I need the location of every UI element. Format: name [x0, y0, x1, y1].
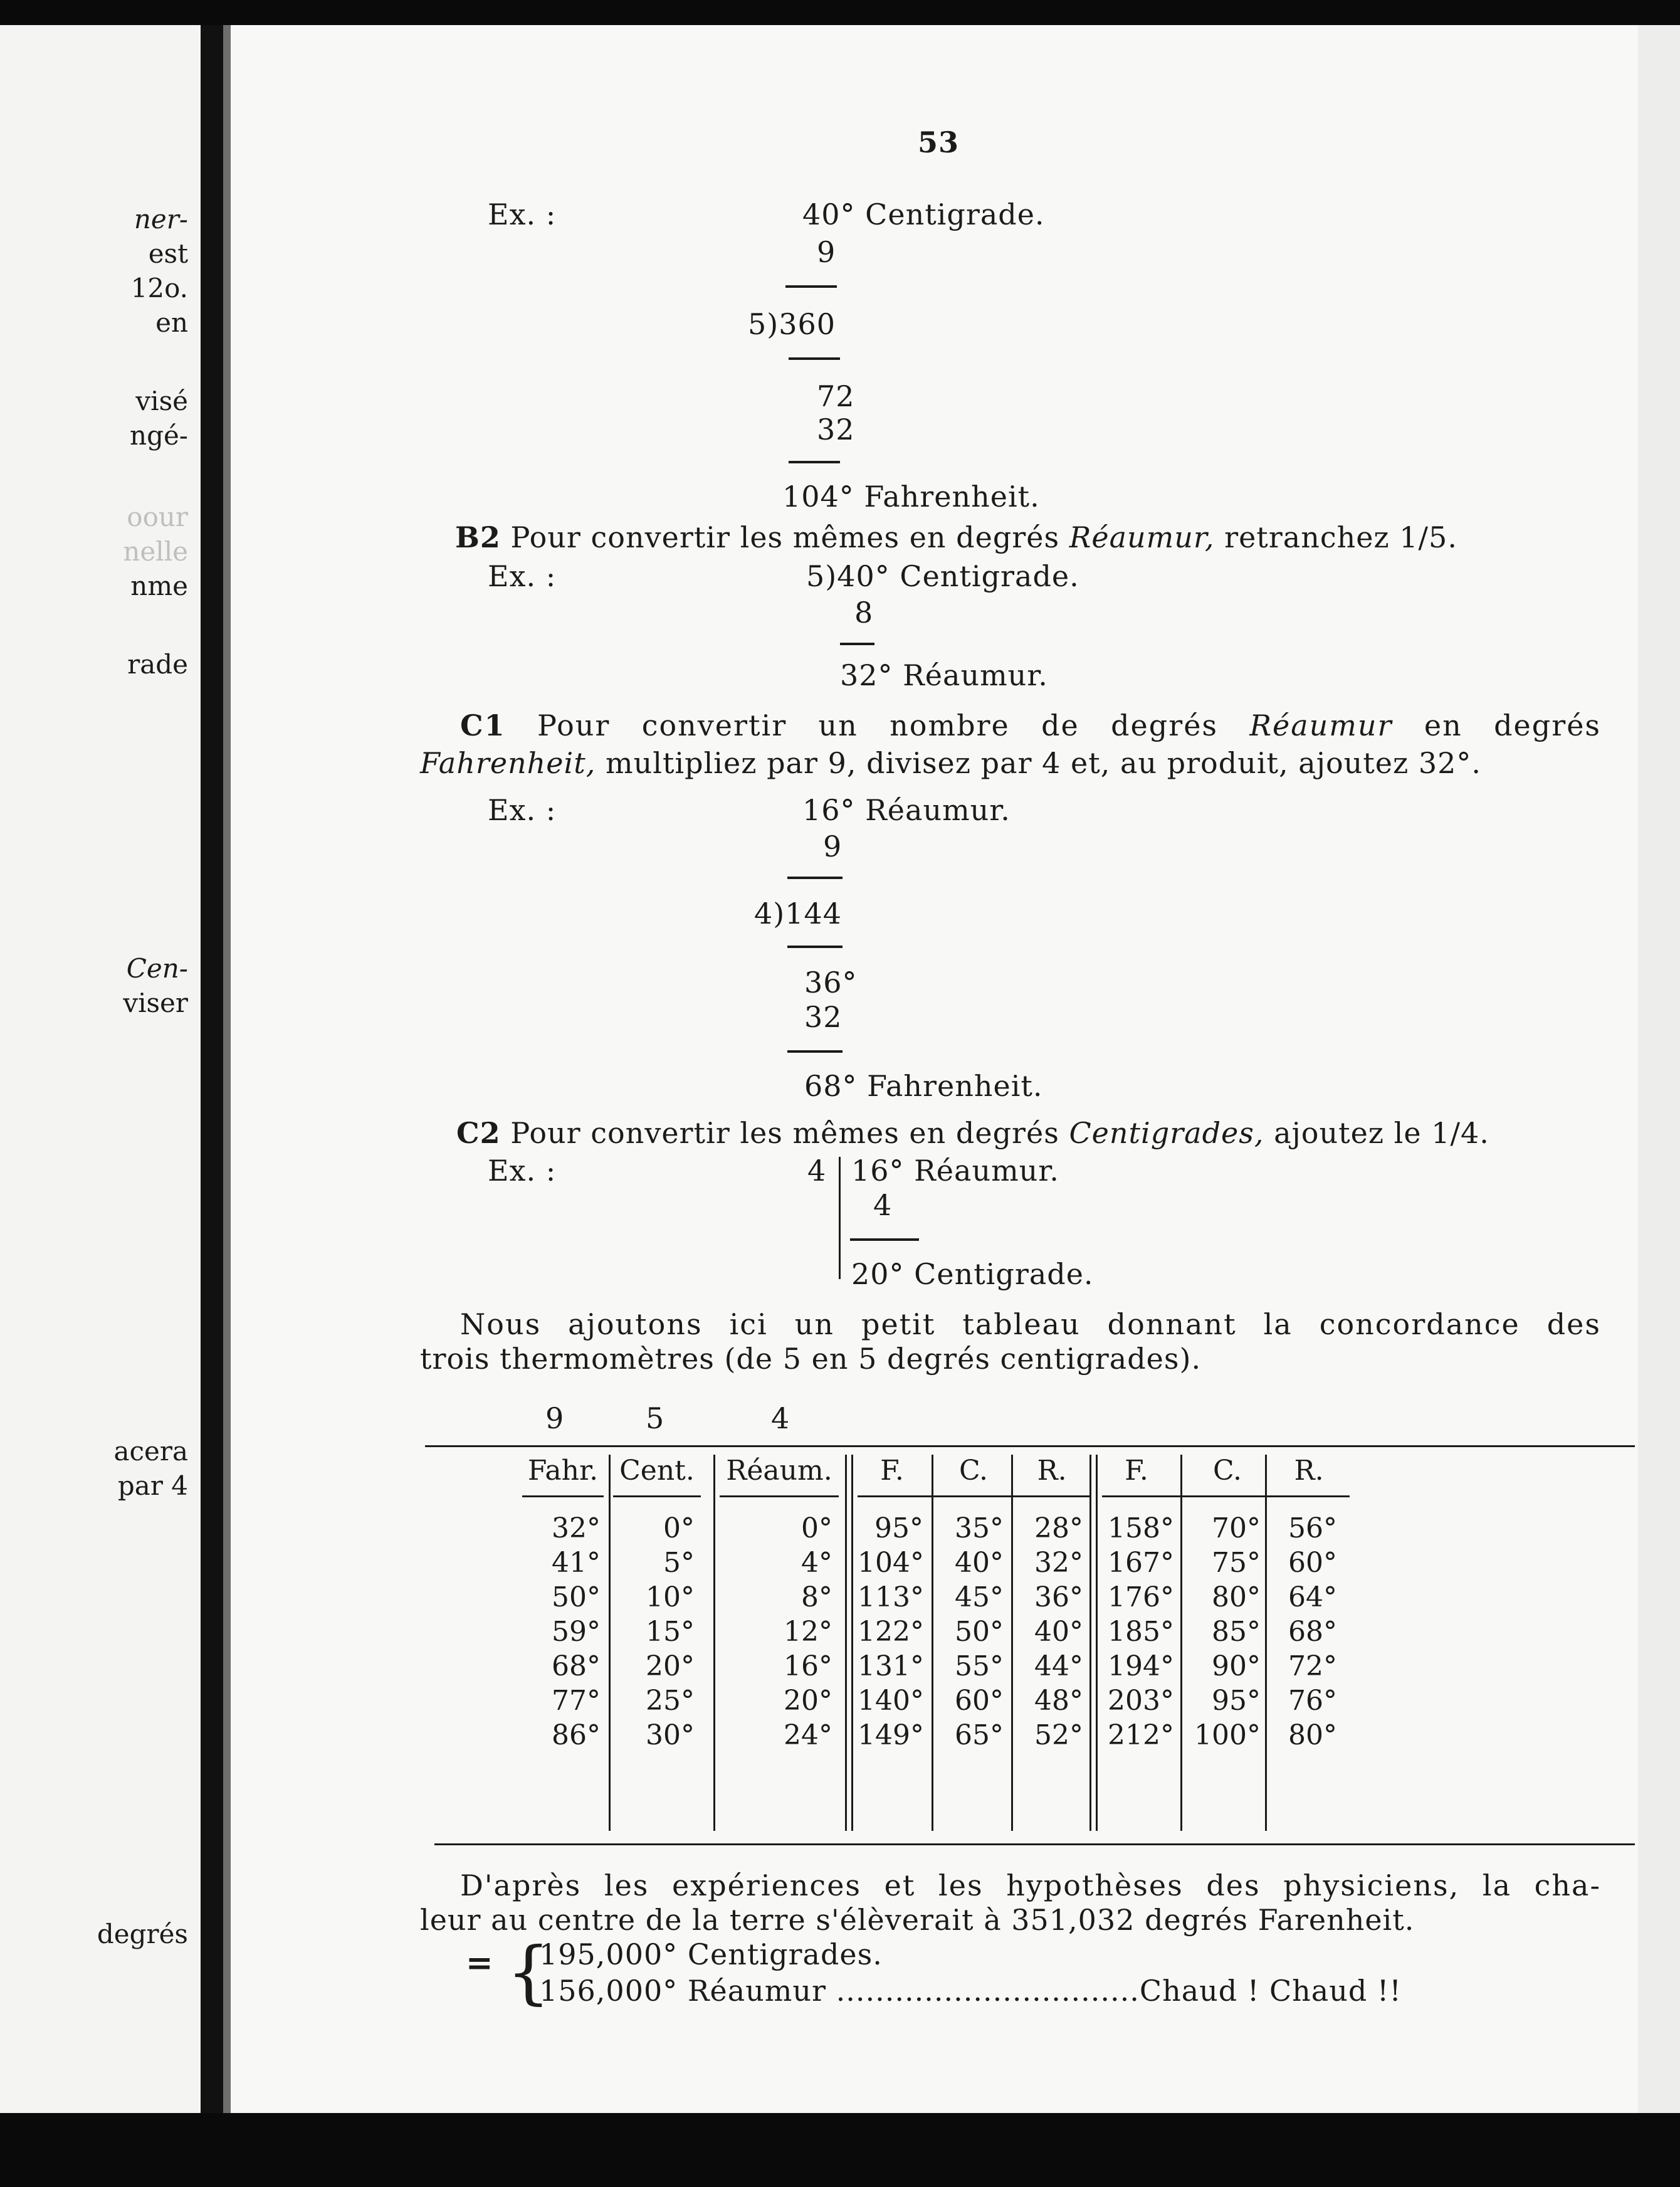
table-cell: 40° [1034, 1616, 1083, 1648]
page-edge [1638, 25, 1680, 2113]
table-cell: 0° [801, 1512, 832, 1544]
table-cell: 28° [1034, 1512, 1083, 1544]
page-number: 53 [918, 125, 960, 159]
example-label: Ex. : [488, 1154, 557, 1188]
table-cell: 68° [552, 1650, 601, 1682]
table-column-c3 [1187, 1511, 1261, 1752]
rule [785, 285, 837, 288]
rule [789, 461, 840, 463]
table-cell: 52° [1034, 1719, 1083, 1751]
table-cell: 140° [858, 1685, 924, 1717]
table-column-r3 [1271, 1511, 1337, 1752]
table-column-cent [619, 1511, 695, 1752]
table-cell: 212° [1108, 1719, 1174, 1751]
closing-line3: 195,000° Centigrades. [539, 1937, 883, 1971]
table-column-c2 [938, 1511, 1004, 1752]
table-column-reaum [732, 1511, 832, 1752]
example-c2-line1: 16° Réaumur. [851, 1154, 1059, 1188]
column-header: R. [1294, 1455, 1324, 1487]
left-fragment: Cen- [126, 953, 188, 984]
closing-line2: leur au centre de la terre s'élèverait à 351,032 degrés Farenheit. [420, 1903, 1415, 1937]
table-cell: 48° [1034, 1685, 1083, 1717]
example-c1-add: 32 [804, 1000, 843, 1034]
table-cell: 5° [663, 1547, 695, 1579]
table-cell: 80° [1212, 1581, 1261, 1613]
table-cell: 59° [552, 1616, 601, 1648]
table-cell: 72° [1288, 1650, 1337, 1682]
table-cell: 44° [1034, 1650, 1083, 1682]
column-header: C. [958, 1455, 989, 1487]
table-cell: 113° [858, 1581, 924, 1613]
book-spine-shadow [223, 25, 231, 2113]
left-fragment: acera [113, 1436, 188, 1467]
example-b-result: 32° Réaumur. [840, 658, 1048, 692]
section-label: C2 [456, 1116, 501, 1150]
example-c2-add: 4 [873, 1188, 893, 1222]
document-page [231, 25, 1638, 2113]
table-cell: 50° [552, 1581, 601, 1613]
left-fragment: est [148, 238, 188, 269]
example-label: Ex. : [488, 559, 557, 593]
column-separator [845, 1455, 847, 1831]
table-cell: 60° [1288, 1547, 1337, 1579]
c1-rule-line2: Fahrenheit, multipliez par 9, divisez par 4 et, au produit, ajoutez 32°. [420, 746, 1481, 780]
ratio-label: 5 [646, 1401, 665, 1435]
table-cell: 95° [874, 1512, 923, 1544]
column-header: R. [1037, 1455, 1067, 1487]
table-cell: 24° [784, 1719, 832, 1751]
closing-line1: D'après les expériences et les hypothèses des physiciens, la cha- [460, 1868, 1601, 1902]
left-fragment: nme [130, 571, 188, 601]
example-c1-mult: 9 [823, 830, 843, 863]
example-c1-line1: 16° Réaumur. [802, 793, 1011, 827]
table-cell: 122° [858, 1616, 924, 1648]
column-separator [1096, 1455, 1098, 1831]
intro-line1: Nous ajoutons ici un petit tableau donnant la concordance des [460, 1307, 1601, 1341]
column-separator [713, 1455, 715, 1831]
rule [858, 1495, 1089, 1497]
table-cell: 203° [1108, 1685, 1174, 1717]
table-cell: 8° [801, 1581, 832, 1613]
table-cell: 167° [1108, 1547, 1174, 1579]
rule [720, 1495, 839, 1497]
example-a-div: 5)360 [748, 307, 836, 341]
table-cell: 36° [1034, 1581, 1083, 1613]
column-separator [1180, 1455, 1182, 1831]
ratio-label: 4 [771, 1401, 790, 1435]
table-cell: 12° [784, 1616, 832, 1648]
table-cell: 10° [646, 1581, 695, 1613]
rule [787, 877, 843, 879]
brace: { [507, 1932, 551, 2012]
example-a-quot: 72 [817, 379, 855, 413]
column-separator [932, 1455, 933, 1831]
table-cell: 68° [1288, 1616, 1337, 1648]
table-cell: 45° [955, 1581, 1004, 1613]
table-cell: 80° [1288, 1719, 1337, 1751]
left-fragment: nelle [123, 536, 188, 567]
left-fragment: degrés [97, 1919, 188, 1949]
example-c2-result: 20° Centigrade. [851, 1257, 1094, 1291]
column-header: Fahr. [527, 1455, 599, 1487]
table-column-fahr [525, 1511, 601, 1752]
table-cell: 76° [1288, 1685, 1337, 1717]
example-c1-quot: 36° [804, 966, 858, 999]
example-a-line1: 40° Centigrade. [802, 198, 1045, 231]
table-cell: 20° [646, 1650, 695, 1682]
table-cell: 90° [1212, 1650, 1261, 1682]
table-cell: 86° [552, 1719, 601, 1751]
rule [789, 357, 840, 360]
table-cell: 149° [858, 1719, 924, 1751]
left-fragment: visé [135, 386, 188, 416]
table-cell: 35° [955, 1512, 1004, 1544]
equals-sign: = [466, 1944, 494, 1982]
column-header: F. [880, 1455, 904, 1487]
column-separator [1011, 1455, 1013, 1831]
column-separator [851, 1455, 853, 1831]
rule [839, 1157, 841, 1279]
table-cell: 60° [955, 1685, 1004, 1717]
table-cell: 0° [663, 1512, 695, 1544]
ratio-label: 9 [545, 1401, 565, 1435]
example-b-line1: 5)40° Centigrade. [806, 559, 1079, 593]
rule [522, 1495, 604, 1497]
column-header: Cent. [619, 1455, 695, 1487]
table-cell: 194° [1108, 1650, 1174, 1682]
left-page-margin [0, 25, 201, 2113]
left-fragment: ner- [134, 204, 188, 235]
table-bottom-rule [434, 1843, 1635, 1845]
table-cell: 75° [1212, 1547, 1261, 1579]
table-cell: 70° [1212, 1512, 1261, 1544]
table-cell: 64° [1288, 1581, 1337, 1613]
section-label: C1 [460, 709, 506, 742]
table-cell: 158° [1108, 1512, 1174, 1544]
rule [787, 1050, 843, 1053]
left-fragment: rade [127, 649, 188, 680]
table-cell: 77° [552, 1685, 601, 1717]
column-header: C. [1212, 1455, 1242, 1487]
table-cell: 32° [1034, 1547, 1083, 1579]
table-cell: 41° [552, 1547, 601, 1579]
table-cell: 65° [955, 1719, 1004, 1751]
table-cell: 30° [646, 1719, 695, 1751]
example-c1-result: 68° Fahrenheit. [804, 1069, 1043, 1103]
table-cell: 131° [858, 1650, 924, 1682]
rule [613, 1495, 701, 1497]
closing-line4: 156,000° Réaumur ...............................Chaud ! Chaud !! [539, 1974, 1402, 2008]
column-header: Réaum. [726, 1455, 832, 1487]
b2-rule-text: B2 Pour convertir les mêmes en degrés Réaumur, retranchez 1/5. [455, 520, 1457, 554]
rule [787, 946, 843, 948]
table-cell: 16° [784, 1650, 832, 1682]
example-c1-div: 4)144 [754, 897, 843, 930]
table-cell: 176° [1108, 1581, 1174, 1613]
example-b-sub: 8 [854, 596, 874, 630]
left-fragment: en [155, 307, 188, 338]
table-cell: 85° [1212, 1616, 1261, 1648]
table-column-r2 [1016, 1511, 1083, 1752]
table-column-f3 [1102, 1511, 1174, 1752]
column-separator [1265, 1455, 1267, 1831]
example-c2-divisor: 4 [807, 1154, 827, 1188]
table-cell: 25° [646, 1685, 695, 1717]
table-cell: 50° [955, 1616, 1004, 1648]
column-header: F. [1125, 1455, 1148, 1487]
left-fragment: ngé- [130, 420, 188, 451]
column-separator [609, 1455, 611, 1831]
table-cell: 100° [1194, 1719, 1261, 1751]
rule [1102, 1495, 1350, 1497]
c1-rule-line1: C1 Pour convertir un nombre de degrés Réaumur en degrés [460, 709, 1602, 742]
table-column-f2 [858, 1511, 923, 1752]
example-label: Ex. : [488, 793, 557, 827]
rule [850, 1238, 919, 1241]
c2-rule-text: C2 Pour convertir les mêmes en degrés Centigrades, ajoutez le 1/4. [456, 1116, 1489, 1150]
table-cell: 15° [646, 1616, 695, 1648]
example-a-mult: 9 [817, 235, 836, 269]
intro-line2: trois thermomètres (de 5 en 5 degrés centigrades). [420, 1342, 1202, 1376]
table-cell: 40° [955, 1547, 1004, 1579]
section-label: B2 [455, 520, 501, 554]
table-top-rule [425, 1445, 1635, 1447]
example-a-add: 32 [817, 413, 855, 446]
example-a-result: 104° Fahrenheit. [782, 480, 1040, 514]
left-fragment: 12o. [130, 273, 188, 303]
column-separator [1089, 1455, 1091, 1831]
table-cell: 56° [1288, 1512, 1337, 1544]
table-cell: 20° [784, 1685, 832, 1717]
left-fragment: par 4 [117, 1470, 188, 1501]
rule [840, 643, 874, 645]
table-cell: 55° [955, 1650, 1004, 1682]
example-label: Ex. : [488, 198, 557, 231]
table-cell: 104° [858, 1547, 924, 1579]
table-cell: 4° [801, 1547, 832, 1579]
table-cell: 185° [1108, 1616, 1174, 1648]
table-cell: 32° [552, 1512, 601, 1544]
left-fragment: oour [127, 502, 188, 532]
table-cell: 95° [1212, 1685, 1261, 1717]
left-fragment: viser [123, 988, 188, 1018]
book-spine [201, 25, 223, 2113]
